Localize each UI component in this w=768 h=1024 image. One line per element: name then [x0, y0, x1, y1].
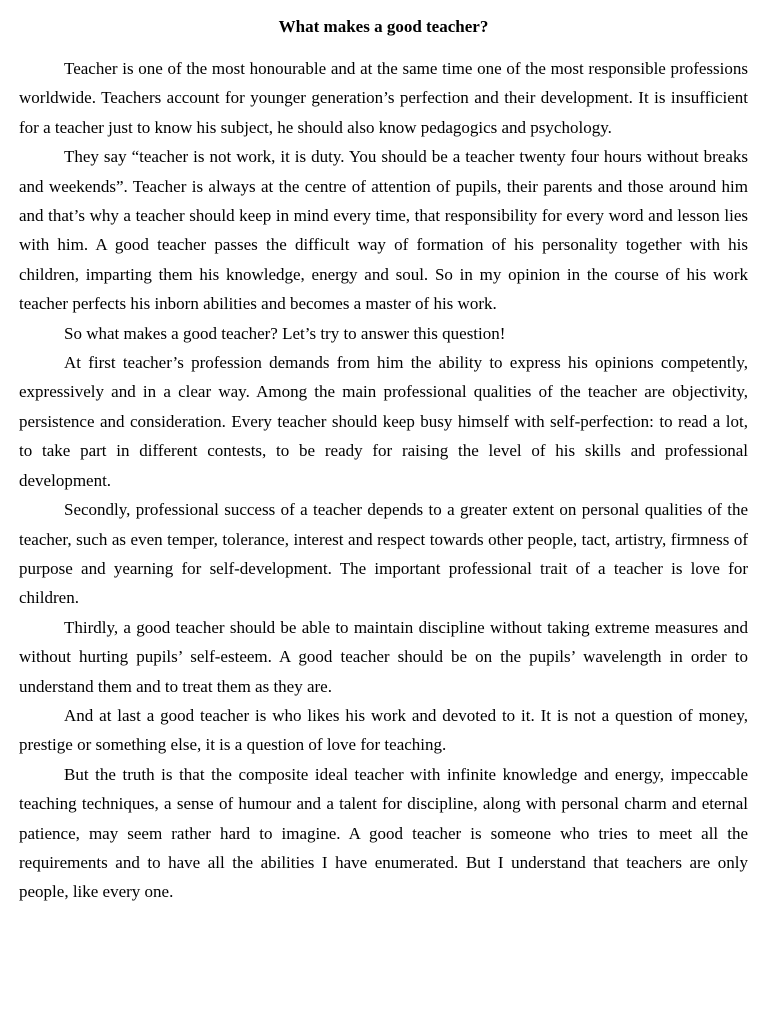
- document-body: [19, 54, 748, 907]
- paragraph-6: Thirdly, a good teacher should be able to maintain discipline without taking extreme measures and without hurting pupils’ self-esteem. A good teacher should be on the pupils’ wavelength in order to understand them and to treat them as they are.: [19, 617, 748, 696]
- paragraph-5: Secondly, professional success of a teacher depends to a greater extent on personal qualities of the teacher, such as even temper, tolerance, interest and respect towards other people, tact, artistry, firmness of purpose and yearning for self-development. The important professional trait of a teacher is love for children.: [19, 500, 748, 608]
- paragraph-1: Teacher is one of the most honourable and at the same time one of the most responsible professions worldwide. Teachers account for younger generation’s perfection and their development. It is insufficient for a teacher just to know his subject, he should also know pedagogics and psychology.: [19, 59, 748, 137]
- document-page: [19, 14, 748, 907]
- document-title: What makes a good teacher?: [278, 17, 489, 36]
- paragraph-7: And at last a good teacher is who likes his work and devoted to it. It is not a question of money, prestige or something else, it is a question of love for teaching.: [19, 705, 748, 755]
- paragraph-3: So what makes a good teacher? Let’s try to answer this question!: [64, 323, 506, 343]
- paragraph-8: But the truth is that the composite ideal teacher with infinite knowledge and energy, impeccable teaching techniques, a sense of humour and a talent for discipline, along with personal charm and eternal patience, may seem rather hard to imagine. A good teacher is someone who tries to meet all the requirements and to have all the abilities I have enumerated. But I understand that teachers are only people, like every one.: [19, 764, 748, 902]
- paragraph-4: At first teacher’s profession demands from him the ability to express his opinions competently, expressively and in a clear way. Among the main professional qualities of the teacher are objectivity, persistence and consideration. Every teacher should keep busy himself with self-perfection: to read a lot, to take part in different contests, to be ready for raising the level of his skills and professional development.: [19, 353, 748, 490]
- paragraph-2: They say “teacher is not work, it is duty. You should be a teacher twenty four hours without breaks and weekends”. Teacher is always at the centre of attention of pupils, their parents and those around him and that’s why a teacher should keep in mind every time, that responsibility for every word and lesson lies with him. A good teacher passes the difficult way of formation of his personality together with his children, imparting them his knowledge, energy and soul. So in my opinion in the course of his work teacher perfects his inborn abilities and becomes a master of his work.: [19, 147, 748, 314]
